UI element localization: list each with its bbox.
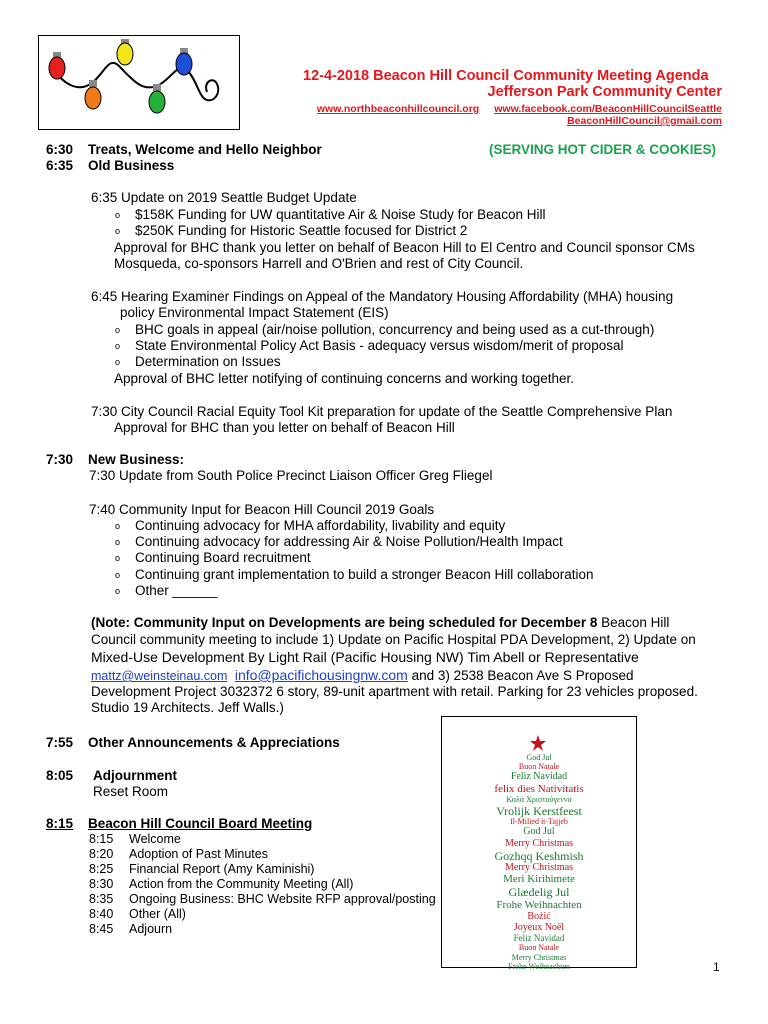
- serving-note: (SERVING HOT CIDER & COOKIES): [489, 142, 717, 157]
- reset-room: Reset Room: [93, 784, 169, 799]
- goals-bullet-2: Continuing advocacy for addressing Air & Noise Pollution/Health Impact: [135, 534, 563, 549]
- page-number: 1: [713, 960, 720, 974]
- budget-approval-line-1: Approval for BHC thank you letter on behalf of Beacon Hill to El Centro and Council sponsor CMs: [114, 240, 695, 255]
- tree-greeting: God Jul: [526, 753, 552, 762]
- tree-greeting: Frohe Weihnachten: [507, 961, 571, 971]
- note-line-6: Studio 19 Architects. Jeff Walls.): [91, 700, 284, 715]
- board-item-text: Action from the Community Meeting (All): [129, 877, 354, 891]
- agenda-item-welcome: Treats, Welcome and Hello Neighbor: [88, 142, 322, 157]
- tree-greeting: God Jul: [523, 826, 555, 838]
- bullet-icon: o: [115, 226, 121, 236]
- goals-heading: 7:40 Community Input for Beacon Hill Council 2019 Goals: [89, 502, 435, 517]
- bullet-icon: o: [115, 586, 121, 596]
- note-line-1: [91, 615, 669, 630]
- board-item-text: Welcome: [129, 832, 181, 846]
- venue-title: Jefferson Park Community Center: [487, 84, 722, 100]
- board-item-time: 8:30: [89, 877, 114, 891]
- tree-greeting: felix dies Nativitatis: [494, 782, 584, 795]
- note-bold: (Note: Community Input on Developments are being scheduled for December 8: [91, 615, 598, 630]
- budget-bullet-1: $158K Funding for UW quantitative Air & Noise Study for Beacon Hill: [135, 207, 546, 222]
- tree-greeting: Vrolijk Kerstfeest: [496, 804, 582, 818]
- board-item-time: 8:40: [89, 907, 114, 921]
- agenda-item-adjournment: Adjournment: [93, 768, 177, 783]
- tree-greeting: Merry Christmas: [511, 952, 567, 962]
- police-update: 7:30 Update from South Police Precinct Liaison Officer Greg Fliegel: [89, 468, 493, 483]
- board-item-time: 8:25: [89, 862, 114, 876]
- budget-heading: 6:35 Update on 2019 Seattle Budget Update: [91, 190, 357, 205]
- tree-greeting: Merry Christmas: [504, 862, 574, 873]
- header-email-row: [567, 112, 722, 127]
- facebook-link[interactable]: www.facebook.com/BeaconHillCouncilSeattle: [494, 103, 722, 115]
- bullet-icon: o: [115, 570, 121, 580]
- bullet-icon: o: [115, 325, 121, 335]
- bullet-icon: o: [115, 341, 121, 351]
- equity-approval: Approval for BHC than you letter on behalf of Beacon Hill: [114, 420, 455, 435]
- star-icon: [530, 735, 546, 751]
- board-item-time: 8:15: [89, 832, 114, 846]
- tree-greeting: Glædelig Jul: [508, 885, 570, 900]
- agenda-item-new-business: New Business:: [88, 452, 185, 467]
- board-item-text: Adjourn: [129, 922, 173, 936]
- agenda-item-announcements: Other Announcements & Appreciations: [88, 735, 340, 750]
- goals-bullet-5: Other ______: [135, 583, 218, 598]
- agenda-time: 6:35: [46, 158, 74, 173]
- agenda-time: 8:05: [46, 768, 74, 783]
- goals-bullet-3: Continuing Board recruitment: [135, 550, 311, 565]
- bullet-icon: o: [115, 357, 121, 367]
- bullet-icon: o: [115, 210, 121, 220]
- hearing-bullet-2: State Environmental Policy Act Basis - adequacy versus wisdom/merit of proposal: [135, 338, 624, 353]
- hearing-heading: 6:45 Hearing Examiner Findings on Appeal of the Mandatory Housing Affordability (MHA) housing: [91, 289, 674, 304]
- note-line-4: [91, 667, 634, 683]
- website-link[interactable]: www.northbeaconhillcouncil.org: [316, 103, 480, 115]
- agenda-time: 7:30: [46, 452, 74, 467]
- bullet-icon: o: [115, 521, 121, 531]
- note-line-5: Development Project 3032372 6 story, 89-unit apartment with retail. Parking for 23 vehicles proposed.: [91, 684, 698, 699]
- board-item-text: Adoption of Past Minutes: [129, 847, 268, 861]
- note-line-2: Council community meeting to include 1) Update on Pacific Hospital PDA Development, 2) Update on: [91, 632, 696, 647]
- tree-greeting: Meri Kirihimete: [503, 873, 575, 886]
- tree-greeting: Bożić: [527, 910, 551, 922]
- agenda-time: 6:30: [46, 142, 74, 157]
- note-line-3: Mixed-Use Development By Light Rail (Pacific Housing NW) Tim Abell or Representative: [91, 649, 639, 665]
- email-link[interactable]: BeaconHillCouncil@gmail.com: [567, 115, 722, 127]
- hearing-bullet-3: Determination on Issues: [135, 354, 281, 369]
- goals-bullet-1: Continuing advocacy for MHA affordability, livability and equity: [135, 518, 506, 533]
- hearing-heading-cont: policy Environmental Impact Statement (EIS): [120, 305, 389, 320]
- hearing-approval: Approval of BHC letter notifying of continuing concerns and working together.: [114, 371, 575, 386]
- tree-greeting: Gozhqq Keshmish: [494, 848, 584, 863]
- board-item-text: Ongoing Business: BHC Website RFP approval/posting: [129, 892, 436, 906]
- bullet-icon: o: [115, 537, 121, 547]
- agenda-item-board-meeting: Beacon Hill Council Board Meeting: [88, 816, 313, 831]
- tree-greeting: Buon Natale: [518, 943, 560, 953]
- holiday-lights-logo: [38, 35, 240, 130]
- agenda-time: 7:55: [46, 735, 74, 750]
- agenda-item-old-business: Old Business: [88, 158, 175, 173]
- mattz-email-link[interactable]: mattz@weinsteinau.com: [91, 669, 228, 683]
- christmas-tree-image: [441, 716, 637, 971]
- agenda-time: 8:15: [46, 816, 74, 831]
- equity-heading: 7:30 City Council Racial Equity Tool Kit preparation for update of the Seattle Comprehensive Plan: [91, 404, 673, 419]
- board-item-text: Financial Report (Amy Kaminishi): [129, 862, 315, 876]
- tree-greeting: Frohe Weihnachten: [496, 898, 582, 911]
- board-item-time: 8:20: [89, 847, 114, 861]
- tree-greeting: Buon Natale: [518, 762, 560, 772]
- tree-greeting: Il-Milied it-Tajjeb: [510, 817, 568, 827]
- note-line-4-text: and 3) 2538 Beacon Ave S Proposed: [407, 668, 634, 683]
- tree-greeting: Καλά Χριστούγεννα: [506, 794, 572, 804]
- note-tail: Beacon Hill: [597, 615, 670, 630]
- hearing-bullet-1: BHC goals in appeal (air/noise pollution, concurrency and being used as a cut-through): [135, 322, 655, 337]
- budget-approval-line-2: Mosqueda, co-sponsors Harrell and O'Brien and rest of City Council.: [114, 256, 524, 271]
- goals-bullet-4: Continuing grant implementation to build a stronger Beacon Hill collaboration: [135, 567, 594, 582]
- board-item-time: 8:45: [89, 922, 114, 936]
- board-item-text: Other (All): [129, 907, 186, 921]
- tree-greeting: Joyeux Noël: [513, 922, 565, 933]
- bullet-icon: o: [115, 553, 121, 563]
- page-title: 12-4-2018 Beacon Hill Council Community Meeting Agenda: [303, 68, 709, 84]
- tree-greeting: Feliz Navidad: [513, 933, 565, 944]
- board-item-time: 8:35: [89, 892, 114, 906]
- tree-greeting: Merry Christmas: [504, 837, 574, 849]
- budget-bullet-2: $250K Funding for Historic Seattle focused for District 2: [135, 223, 468, 238]
- tree-greeting: Feliz Navidad: [510, 771, 568, 783]
- pacific-housing-email-link[interactable]: info@pacifichousingnw.com: [234, 667, 408, 683]
